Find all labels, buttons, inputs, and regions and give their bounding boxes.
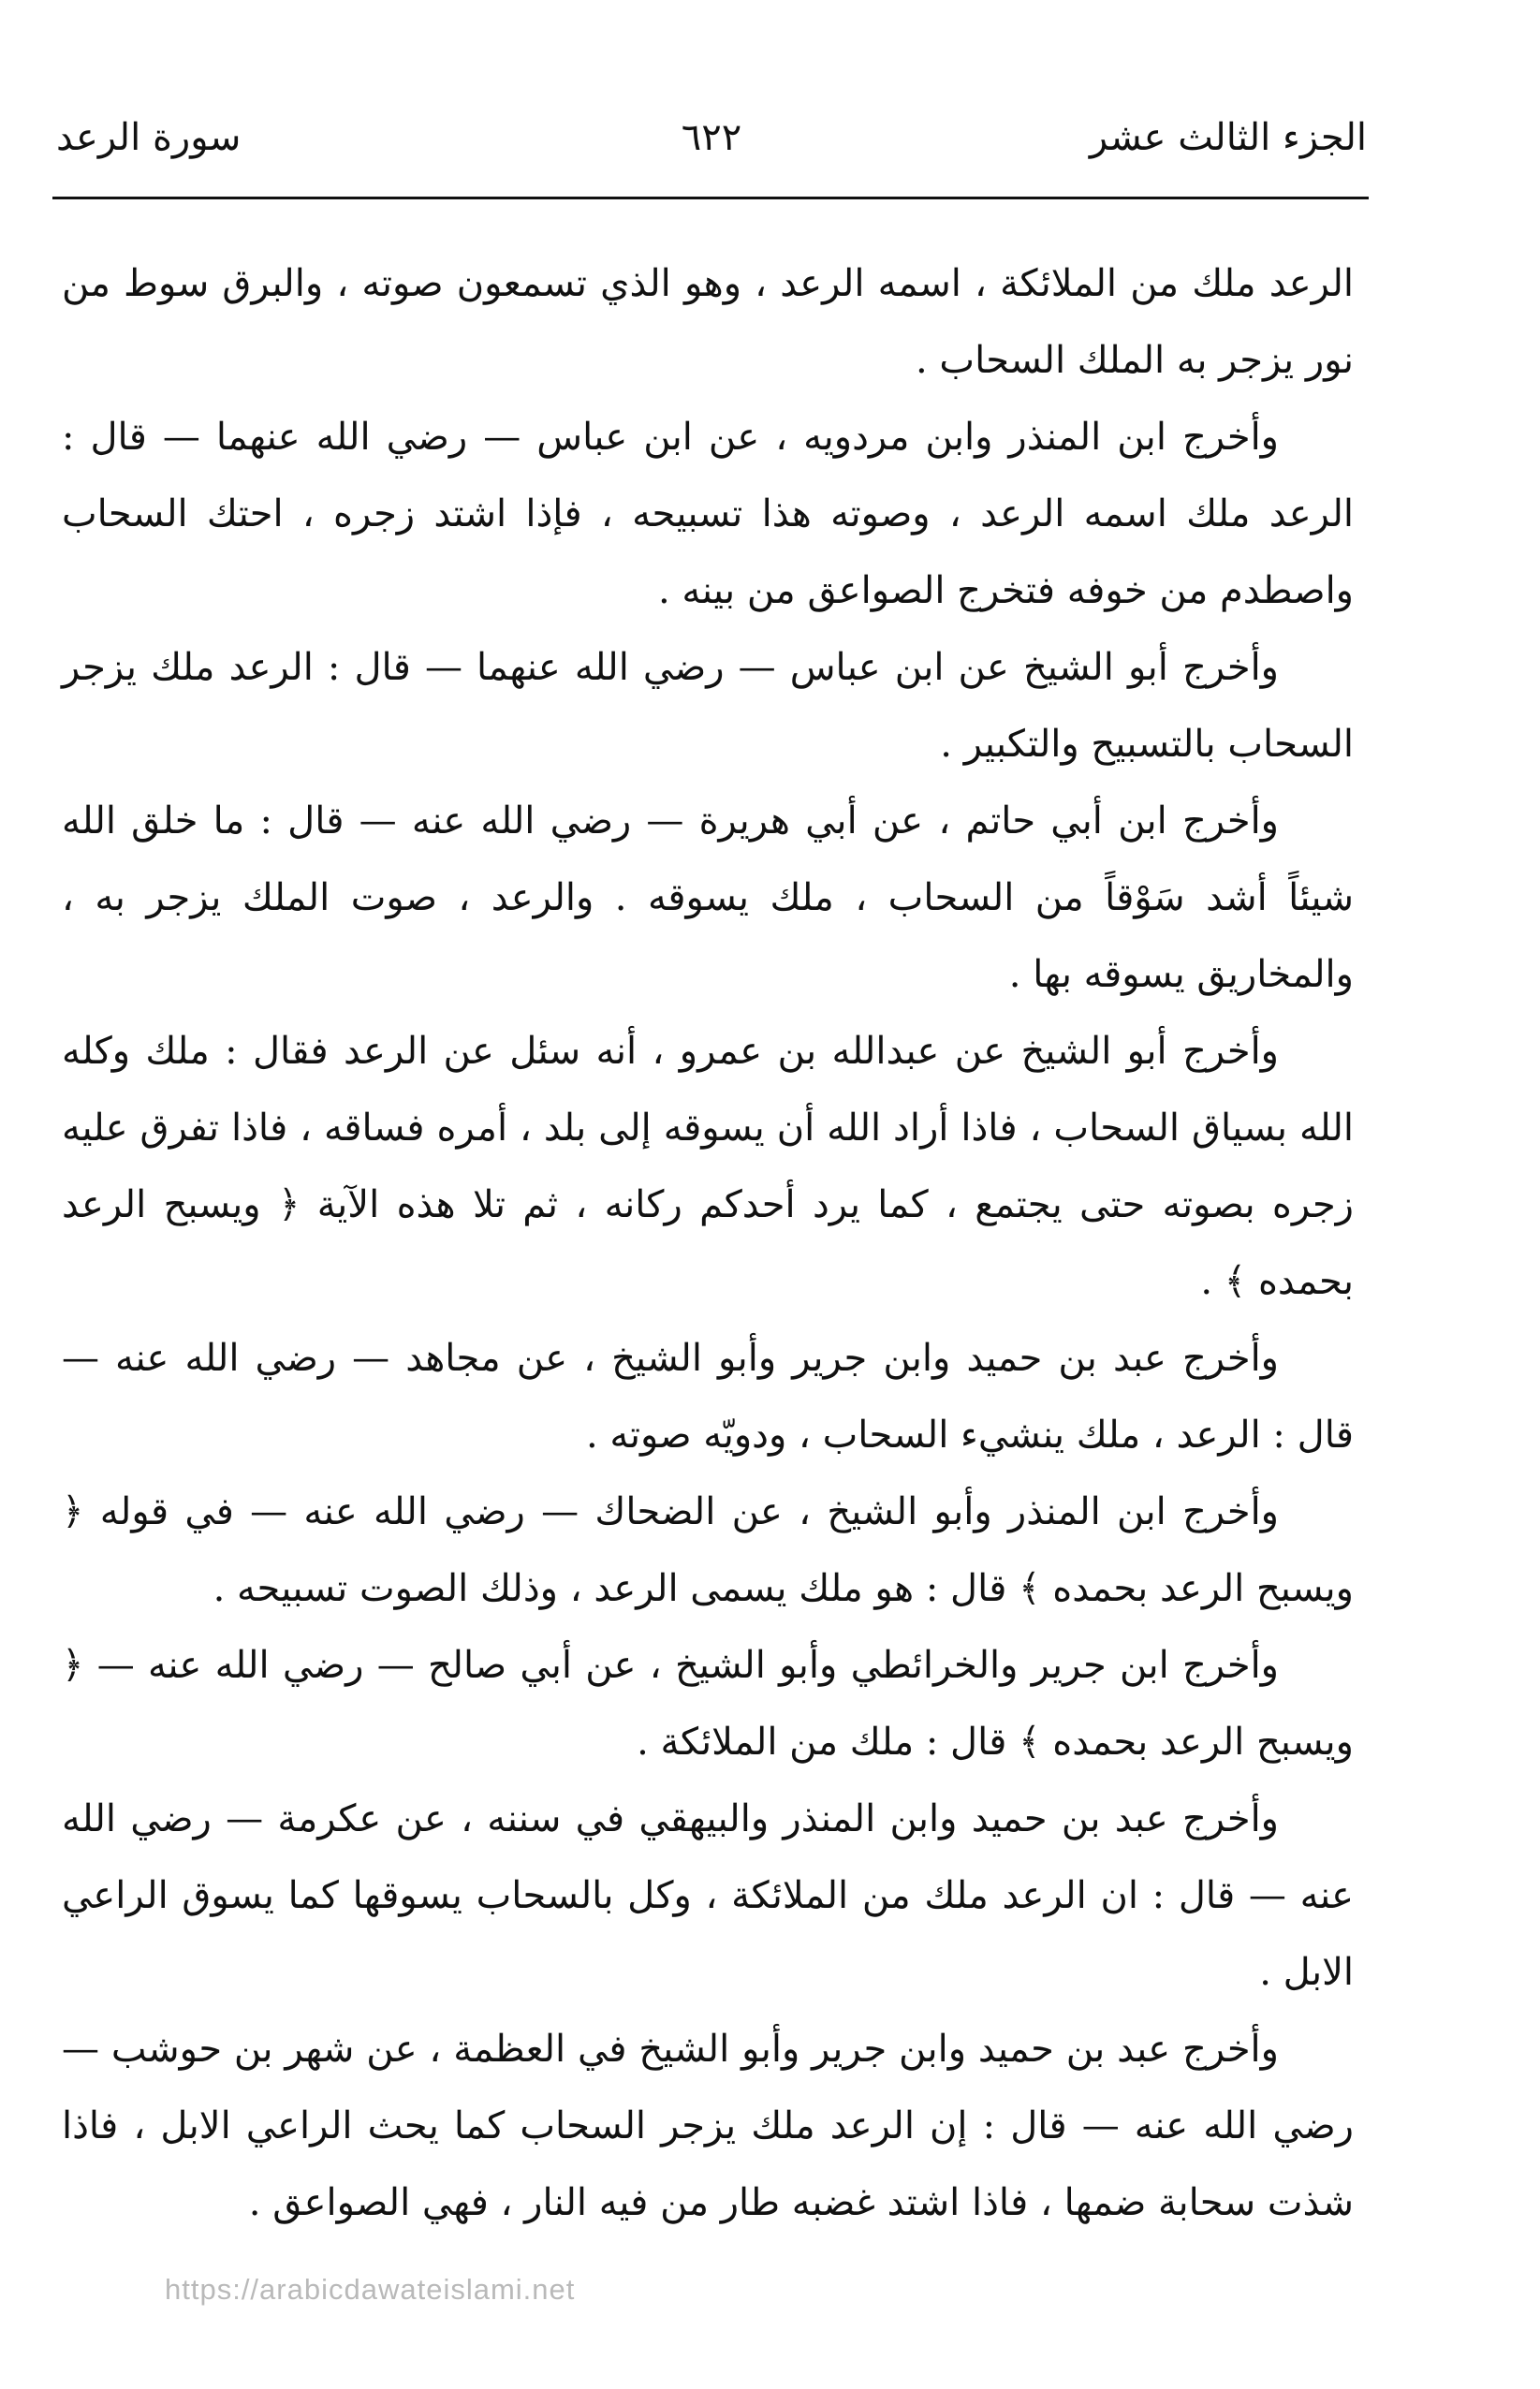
body-text (62, 245, 1354, 2241)
paragraph-10: وأخرج عبد بن حميد وابن جرير وأبو الشيخ في العظمة ، عن شهر بن حوشب — رضي الله عنه — قال : إن الرعد ملك يزجر السحاب كما يحث الراعي الابل ، فاذا شذت سحابة ضمها ، فاذا اشتد غضبه طار من فيه النار ، فهي الصواعق . (62, 2028, 1354, 2224)
paragraph-6: وأخرج عبد بن حميد وابن جرير وأبو الشيخ ، عن مجاهد — رضي الله عنه — قال : الرعد ، ملك ينشيء السحاب ، ودويّه صوته . (62, 1337, 1354, 1457)
paragraph-9: وأخرج عبد بن حميد وابن المنذر والبيهقي في سننه ، عن عكرمة — رضي الله عنه — قال : ان الرعد ملك من الملائكة ، وكل بالسحاب يسوقها كما يسوق الراعي الابل . (62, 1797, 1354, 1994)
paragraph-8: وأخرج ابن جرير والخرائطي وأبو الشيخ ، عن أبي صالح — رضي الله عنه — ﴿ ويسبح الرعد بحمده ﴾ قال : ملك من الملائكة . (62, 1644, 1354, 1764)
header-rule (52, 197, 1369, 199)
running-header (56, 105, 1367, 170)
paragraph-3: وأخرج أبو الشيخ عن ابن عباس — رضي الله عنهما — قال : الرعد ملك يزجر السحاب بالتسبيح والتكبير . (62, 646, 1354, 766)
page-number: ٦٢٢ (681, 116, 742, 159)
paragraph-1: الرعد ملك من الملائكة ، اسمه الرعد ، وهو الذي تسمعون صوته ، والبرق سوط من نور يزجر به الملك السحاب . (62, 262, 1354, 382)
paragraph-5: وأخرج أبو الشيخ عن عبدالله بن عمرو ، أنه سئل عن الرعد فقال : ملك وكله الله بسياق السحاب ، فاذا أراد الله أن يسوقه إلى بلد ، أمره فساقه ، فاذا تفرق عليه زجره بصوته حتى يجتمع ، كما يرد أحدكم ركانه ، ثم تلا هذه الآية ﴿ ويسبح الرعد بحمده ﴾ . (62, 1030, 1354, 1303)
surah-title: سورة الرعد (56, 116, 242, 159)
paragraph-4: وأخرج ابن أبي حاتم ، عن أبي هريرة — رضي الله عنه — قال : ما خلق الله شيئاً أشد سَوْقاً من السحاب ، ملك يسوقه . والرعد ، صوت الملك يزجر به ، والمخاريق يسوقه بها . (62, 799, 1354, 996)
watermark: https://arabicdawateislami.net (165, 2273, 576, 2306)
paragraph-7: وأخرج ابن المنذر وأبو الشيخ ، عن الضحاك — رضي الله عنه — في قوله ﴿ ويسبح الرعد بحمده ﴾ قال : هو ملك يسمى الرعد ، وذلك الصوت تسبيحه . (62, 1490, 1354, 1610)
part-title: الجزء الثالث عشر (1089, 116, 1367, 159)
paragraph-2: وأخرج ابن المنذر وابن مردويه ، عن ابن عباس — رضي الله عنهما — قال : الرعد ملك اسمه الرعد ، وصوته هذا تسبيحه ، فإذا اشتد زجره ، احتك السحاب واصطدم من خوفه فتخرج الصواعق من بينه . (62, 416, 1354, 612)
